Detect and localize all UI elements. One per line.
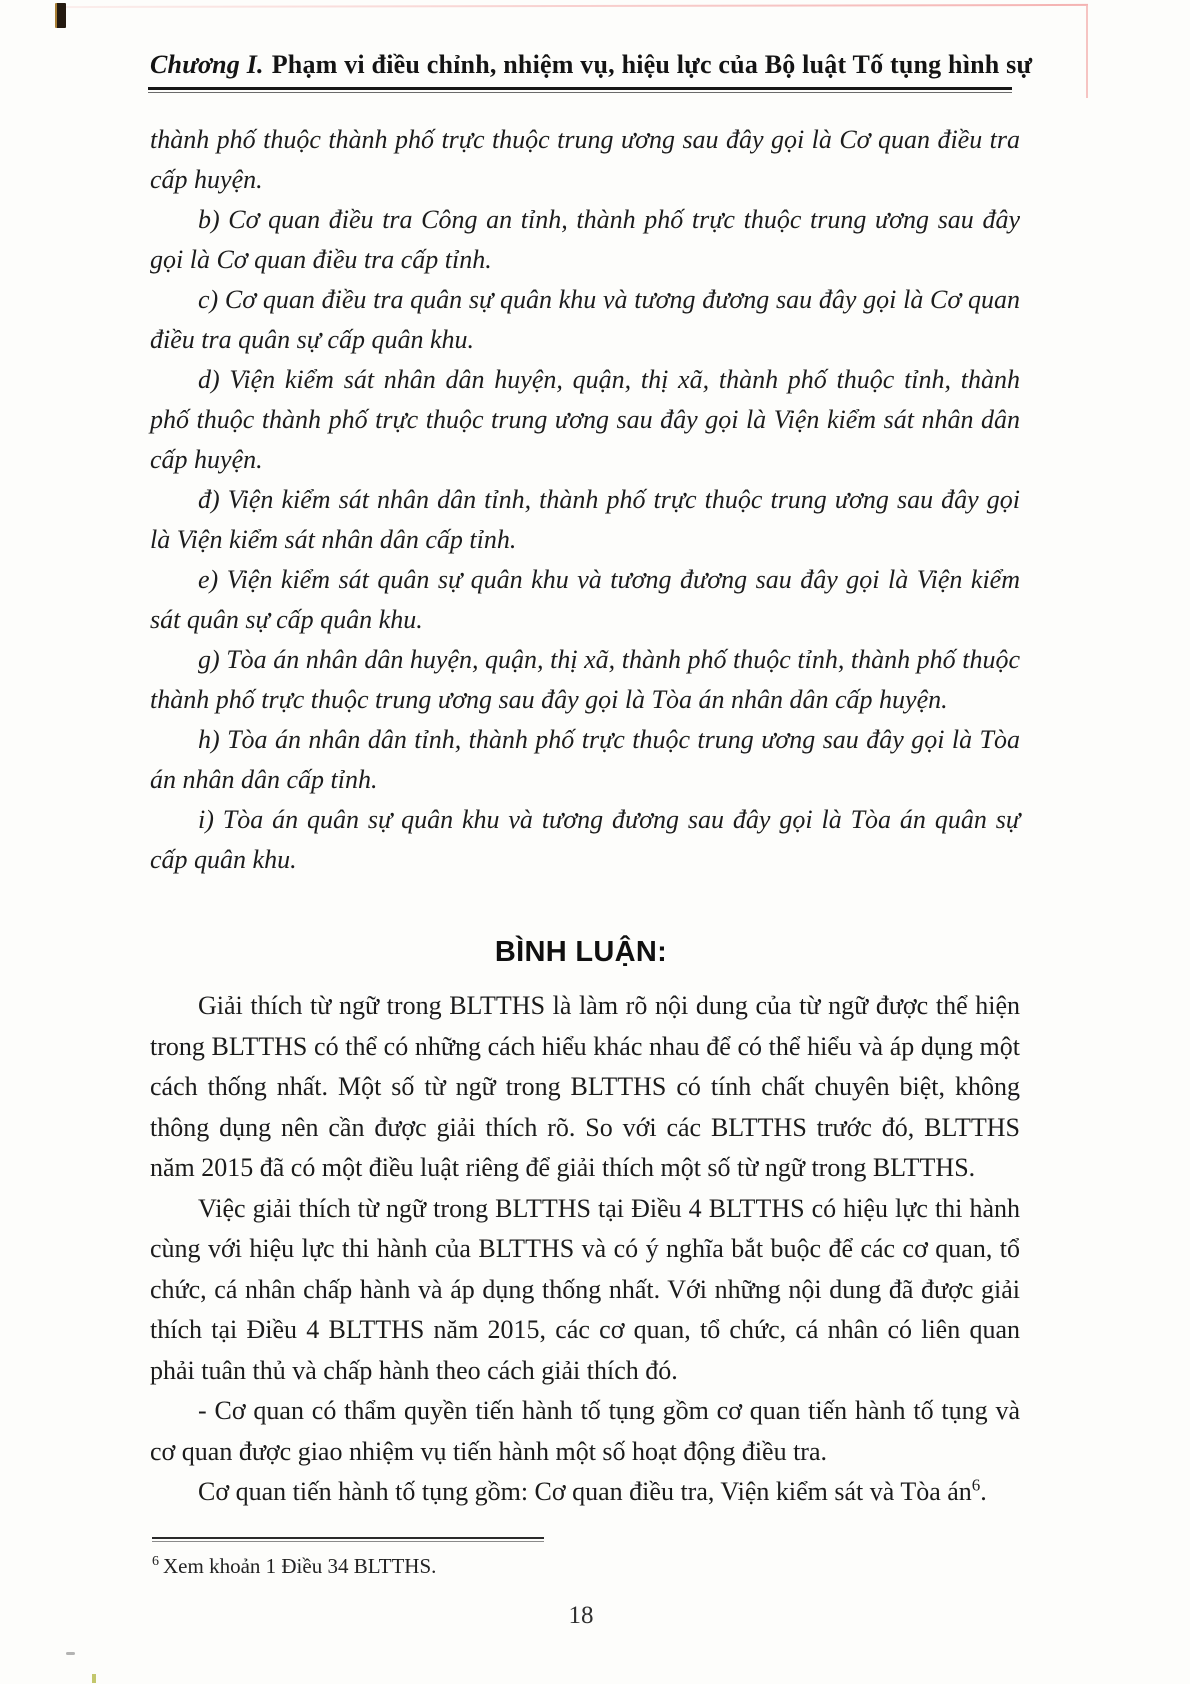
running-header <box>150 48 1033 82</box>
commentary-paragraph: Việc giải thích từ ngữ trong BLTTHS tại Điều 4 BLTTHS có hiệu lực thi hành cùng với hiệu lực thi hành của BLTTHS và có ý nghĩa bắt buộc để các cơ quan, tổ chức, cá nhân chấp hành và áp dụng thống nhất. Với những nội dung đã được giải thích tại Điều 4 BLTTHS năm 2015, các cơ quan, tổ chức, cá nhân có liên quan phải tuân thủ và chấp hành theo cách giải thích đó. <box>150 1193 1020 1385</box>
commentary-last-text: Cơ quan tiến hành tố tụng gồm: Cơ quan điều tra, Viện kiểm sát và Tòa án <box>198 1477 972 1506</box>
scan-speck <box>92 1674 96 1683</box>
statute-paragraph-b: b) Cơ quan điều tra Công an tỉnh, thành phố trực thuộc trung ương sau đây gọi là Cơ quan điều tra cấp tỉnh. <box>150 205 1020 274</box>
commentary-last-period: . <box>980 1477 987 1506</box>
scan-edge-artifact-top <box>58 4 1088 8</box>
footnote <box>152 1552 912 1580</box>
commentary-heading: BÌNH LUẬN: <box>494 936 668 968</box>
chapter-label: Chương I. <box>150 50 264 79</box>
scan-corner-mark <box>55 3 66 28</box>
statute-paragraph-continuation: thành phố thuộc thành phố trực thuộc trung ương sau đây gọi là Cơ quan điều tra cấp huyện. <box>150 125 1020 194</box>
statute-paragraph-d: d) Viện kiểm sát nhân dân huyện, quận, thị xã, thành phố thuộc tỉnh, thành phố thuộc thành phố trực thuộc trung ương sau đây gọi là Viện kiểm sát nhân dân cấp huyện. <box>150 365 1020 474</box>
commentary-paragraph: Giải thích từ ngữ trong BLTTHS là làm rõ nội dung của từ ngữ được thể hiện trong BLTTHS có thể có những cách hiểu khác nhau để có thể hiểu và áp dụng một cách thống nhất. Một số từ ngữ trong BLTTHS có tính chất chuyên biệt, không thông dụng nên cần được giải thích rõ. So với các BLTTHS trước đó, BLTTHS năm 2015 đã có một điều luật riêng để giải thích một số từ ngữ trong BLTTHS. <box>150 991 1020 1182</box>
statute-paragraph-i: i) Tòa án quân sự quân khu và tương đương sau đây gọi là Tòa án quân sự cấp quân khu. <box>150 805 1020 874</box>
footnote-marker: 6 <box>152 1554 159 1569</box>
commentary-paragraph-last <box>150 1472 1020 1513</box>
commentary-block <box>150 986 1020 1513</box>
statute-paragraph-h: h) Tòa án nhân dân tỉnh, thành phố trực thuộc trung ương sau đây gọi là Tòa án nhân dân cấp tỉnh. <box>150 725 1020 794</box>
header-rule <box>148 87 1012 93</box>
statute-paragraph-c: c) Cơ quan điều tra quân sự quân khu và tương đương sau đây gọi là Cơ quan điều tra quân sự cấp quân khu. <box>150 285 1020 354</box>
footnote-reference: 6 <box>971 1475 981 1495</box>
page-number: 18 <box>568 1602 594 1629</box>
scan-edge-artifact-right <box>1086 6 1088 98</box>
statute-paragraph-dd: đ) Viện kiểm sát nhân dân tỉnh, thành phố trực thuộc trung ương sau đây gọi là Viện kiểm sát nhân dân cấp tỉnh. <box>150 485 1020 554</box>
footnote-rule <box>152 1537 544 1542</box>
statute-text-block <box>150 120 1020 880</box>
commentary-paragraph: - Cơ quan có thẩm quyền tiến hành tố tụng gồm cơ quan tiến hành tố tụng và cơ quan được giao nhiệm vụ tiến hành một số hoạt động điều tra. <box>150 1396 1020 1466</box>
footnote-text: Xem khoản 1 Điều 34 BLTTHS. <box>163 1554 437 1578</box>
scan-speck <box>66 1652 75 1655</box>
statute-paragraph-e: e) Viện kiểm sát quân sự quân khu và tương đương sau đây gọi là Viện kiểm sát quân sự cấp quân khu. <box>150 565 1020 634</box>
chapter-title: Phạm vi điều chỉnh, nhiệm vụ, hiệu lực của Bộ luật Tố tụng hình sự <box>271 50 1033 79</box>
statute-paragraph-g: g) Tòa án nhân dân huyện, quận, thị xã, thành phố thuộc tỉnh, thành phố thuộc thành phố trực thuộc trung ương sau đây gọi là Tòa án nhân dân cấp huyện. <box>150 645 1020 714</box>
